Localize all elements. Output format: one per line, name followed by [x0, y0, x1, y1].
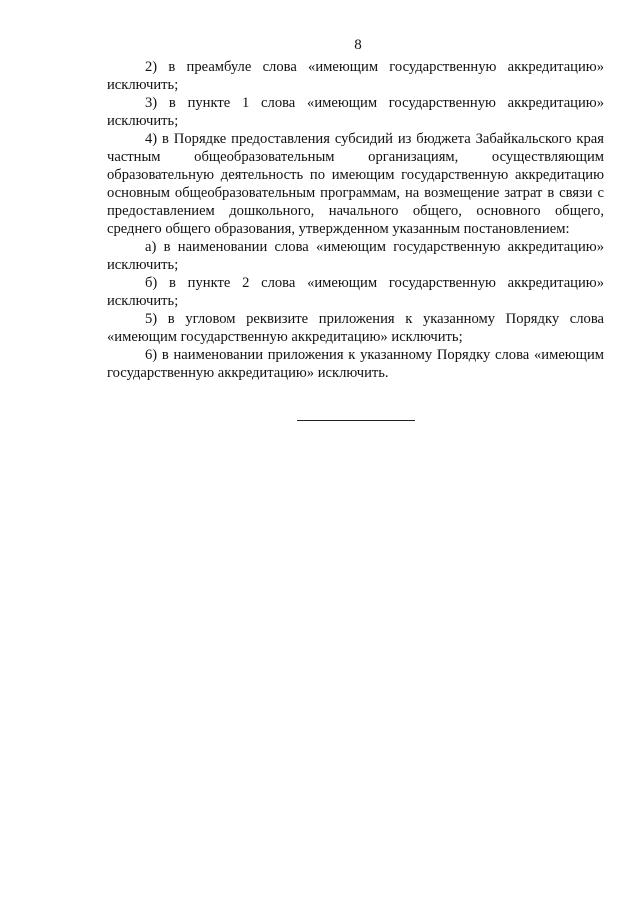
- paragraph-5: 5) в угловом реквизите приложения к указанному Порядку слова «имеющим государственную аккредитацию» исключить;: [107, 311, 604, 345]
- page-number: 8: [354, 37, 362, 53]
- paragraph-4b: б) в пункте 2 слова «имеющим государственную аккредитацию» исключить;: [107, 275, 604, 309]
- document-body: [107, 58, 604, 382]
- paragraph-2: 2) в преамбуле слова «имеющим государственную аккредитацию» исключить;: [107, 59, 604, 93]
- paragraph-3: 3) в пункте 1 слова «имеющим государственную аккредитацию» исключить;: [107, 95, 604, 129]
- paragraph-4a: а) в наименовании слова «имеющим государственную аккредитацию» исключить;: [107, 239, 604, 273]
- paragraph-4: 4) в Порядке предоставления субсидий из бюджета Забайкальского края частным общеобразовательным организациям, осуществляющим образовательную деятельность по имеющим государственную аккредитацию основным общеобразовательным программам, на возмещение затрат в связи с предоставлением дошкольного, начального общего, основного общего, среднего общего образования, утвержденном указанным постановлением:: [107, 131, 604, 237]
- end-separator-line: [297, 420, 415, 421]
- paragraph-6: 6) в наименовании приложения к указанному Порядку слова «имеющим государственную аккредитацию» исключить.: [107, 347, 604, 381]
